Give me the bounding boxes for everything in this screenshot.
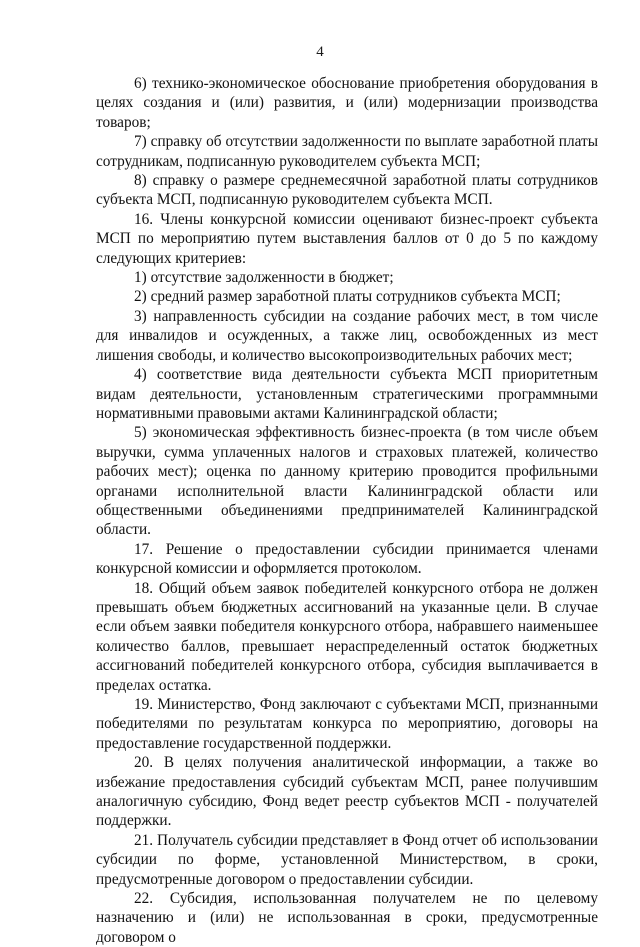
- page-number: 4: [316, 44, 324, 60]
- paragraph-21-report: 21. Получатель субсидии представляет в Фонд отчет об использовании субсидии по форме, установленной Министерством, в сроки, предусмотренные договором о предоставлении субсидии.: [96, 831, 598, 888]
- criterion-3-job-creation: 3) направленность субсидии на создание рабочих мест, в том числе для инвалидов и осужденных, а также лиц, освобожденных из мест лишения свободы, и количество высокопроизводительных рабочих мест;: [96, 307, 598, 364]
- paragraph-6-economic-justification: 6) технико-экономическое обоснование приобретения оборудования в целях создания и (или) развития, и (или) модернизации производства товаров;: [96, 75, 598, 131]
- paragraph-17-decision: 17. Решение о предоставлении субсидии принимается членами конкурсной комиссии и оформляется протоколом.: [96, 540, 598, 578]
- criterion-4-priority-activity: 4) соответствие вида деятельности субъекта МСП приоритетным видам деятельности, установленным стратегическими программными нормативными правовыми актами Калининградской области;: [96, 366, 598, 422]
- paragraph-18-total-volume: 18. Общий объем заявок победителей конкурсного отбора не должен превышать объем бюджетных ассигнований на указанные цели. В случае если объем заявки победителя конкурсного отбора, набравшего наименьшее количество баллов, превышает нераспределенный остаток бюджетных ассигнований победителей конкурсного отбора, субсидия выплачивается в пределах остатка.: [96, 579, 598, 694]
- paragraph-20-registry: 20. В целях получения аналитической информации, а также во избежание предоставления субсидий субъектам МСП, ранее получившим аналогичную субсидию, Фонд ведет реестр субъектов МСП - получателей поддержки.: [96, 754, 598, 830]
- paragraph-22-misuse: 22. Субсидия, использованная получателем не по целевому назначению и (или) не использованная в сроки, предусмотренные договором о: [96, 890, 598, 946]
- criterion-5-economic-efficiency: 5) экономическая эффективность бизнес-проекта (в том числе объем выручки, сумма уплаченных налогов и страховых платежей, количество рабочих мест); оценка по данному критерию проводится профильными органами исполнительной власти Калининградской области или общественными объединениями предпринимателей Калининградской области.: [96, 424, 598, 539]
- paragraph-16-evaluation-criteria: 16. Члены конкурсной комиссии оценивают бизнес-проект субъекта МСП по мероприятию путем выставления баллов от 0 до 5 по каждому следующих критериев:: [96, 210, 598, 267]
- paragraph-7-no-wage-debt-certificate: 7) справку об отсутствии задолженности по выплате заработной платы сотрудникам, подписанную руководителем субъекта МСП;: [96, 133, 598, 170]
- criterion-2-average-wage: 2) средний размер заработной платы сотрудников субъекта МСП;: [134, 288, 561, 306]
- document-body: [96, 74, 598, 947]
- paragraph-19-agreements: 19. Министерство, Фонд заключают с субъектами МСП, признанными победителями по результатам конкурса по мероприятию, договоры на предоставление государственной поддержки.: [96, 696, 598, 752]
- criterion-1-no-budget-debt: 1) отсутствие задолженности в бюджет;: [134, 269, 394, 287]
- paragraph-8-average-wage-certificate: 8) справку о размере среднемесячной заработной платы сотрудников субъекта МСП, подписанную руководителем субъекта МСП.: [96, 172, 598, 209]
